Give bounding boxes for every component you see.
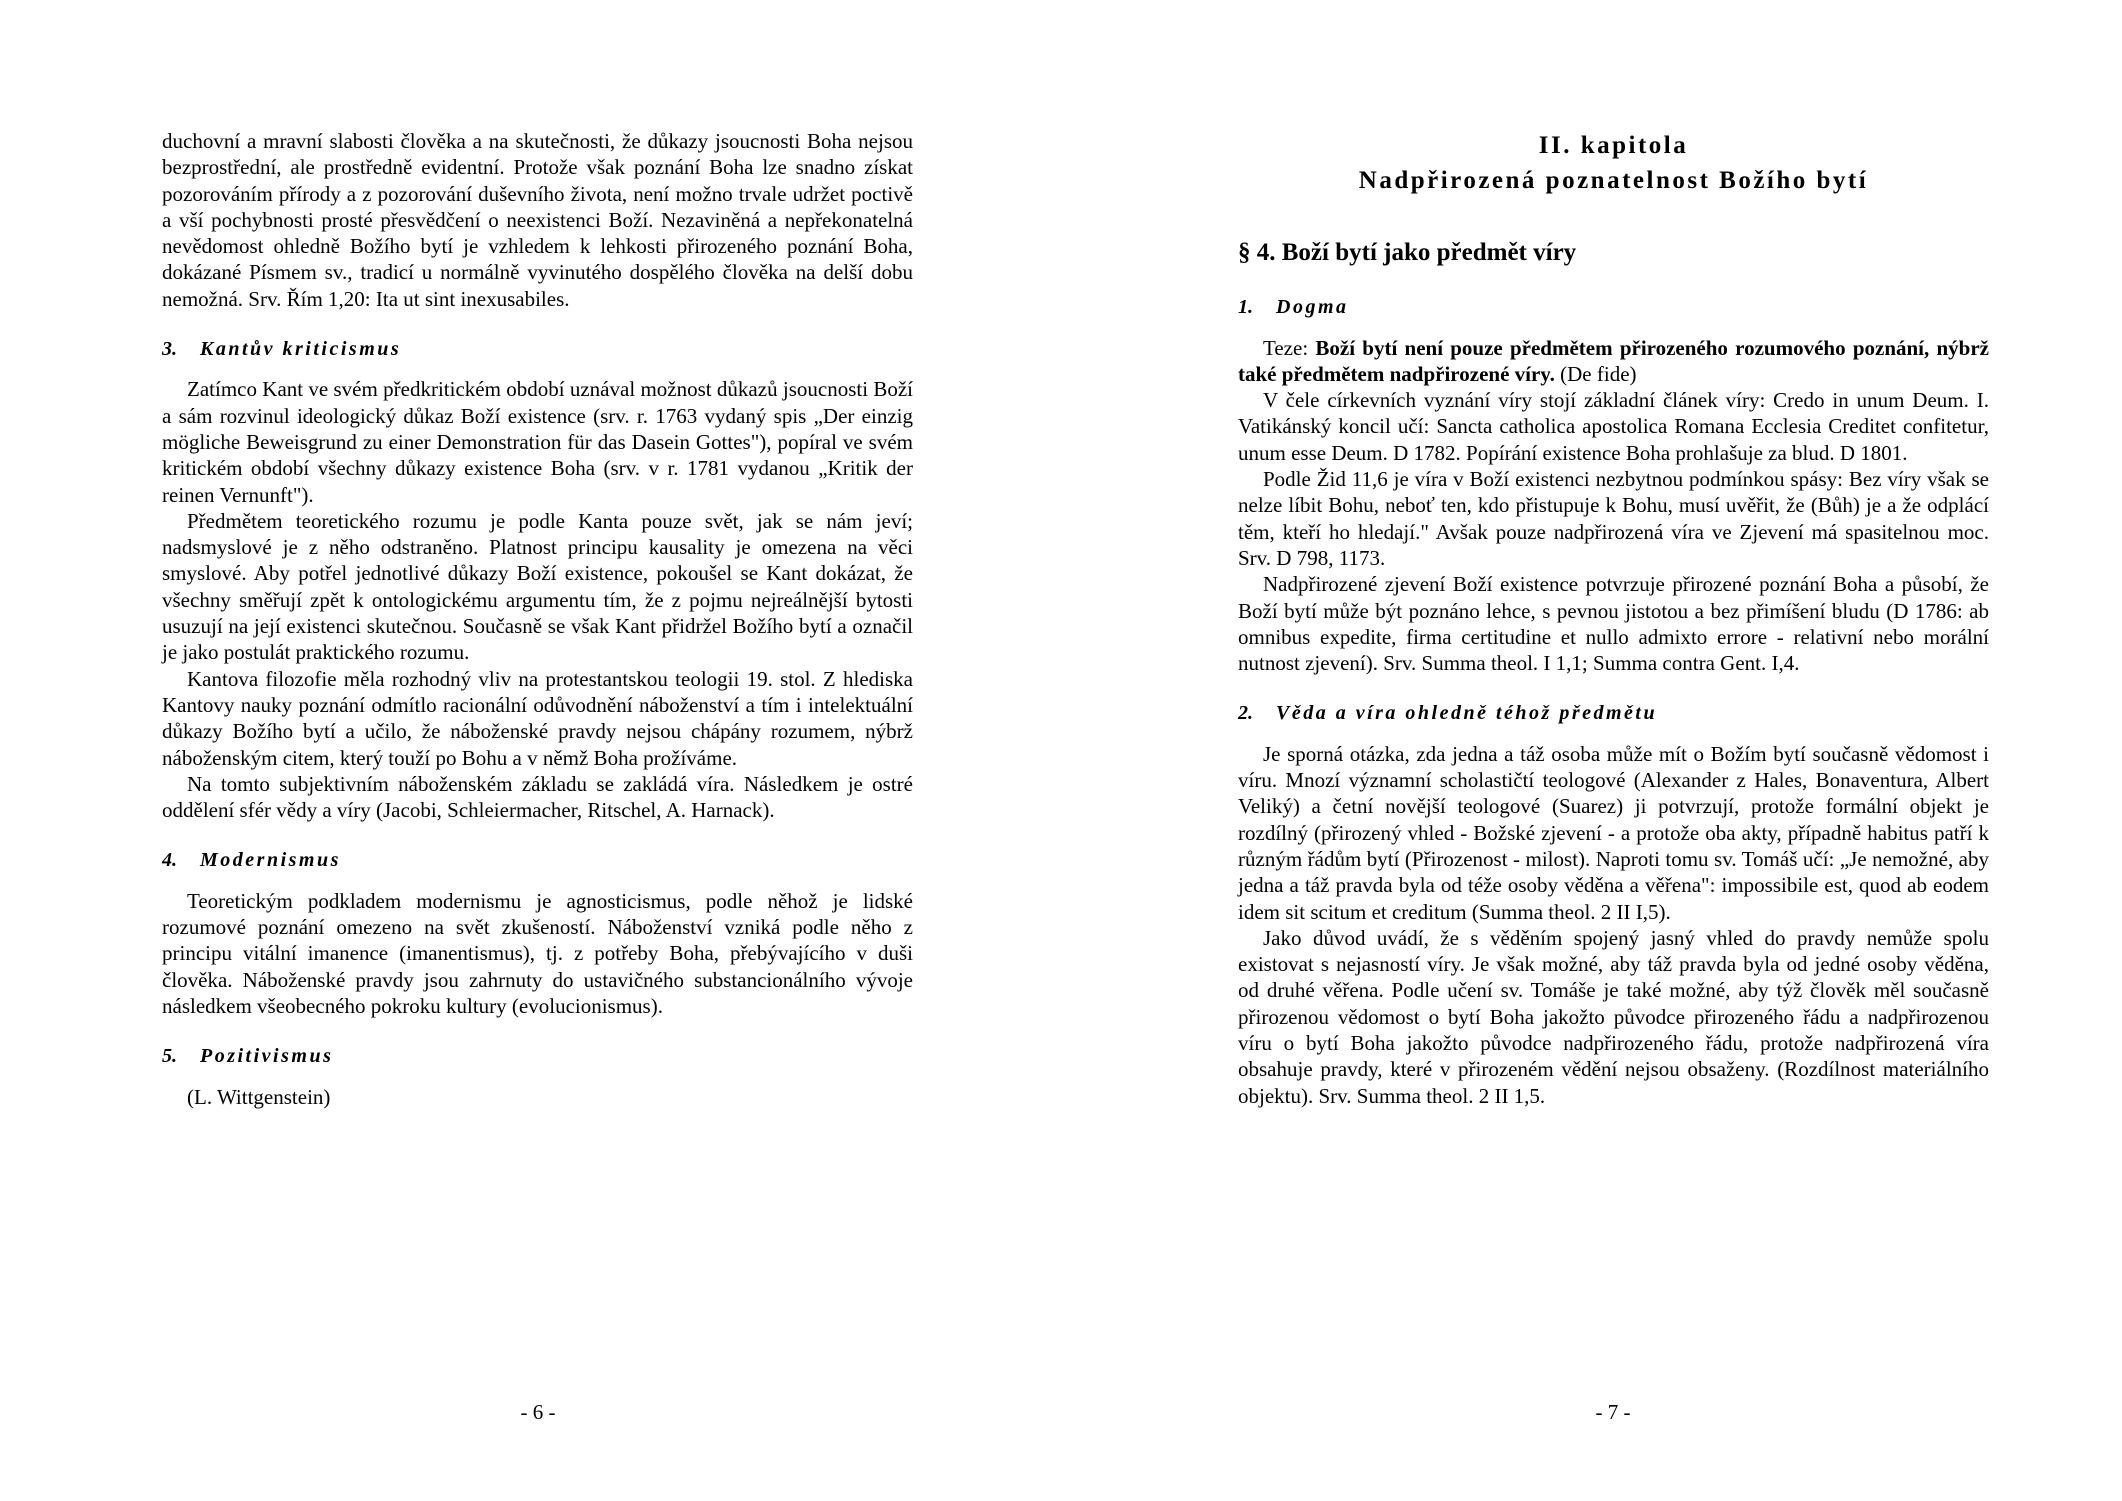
section-title: Dogma	[1276, 296, 1349, 319]
thesis-statement: Boží bytí není pouze předmětem přirozeného rozumového poznání, nýbrž také předmětem nadpřirozené víry.	[1238, 335, 1989, 386]
body-paragraph: Kantova filozofie měla rozhodný vliv na protestantskou teologii 19. stol. Z hlediska Kantovy nauky poznání odmítlo racionální odůvodnění náboženství a tím i intelektuální důkazy Božího bytí a učilo, že náboženské pravdy nejsou chápány rozumem, nýbrž náboženským citem, který touží po Bohu a v němž Boha prožíváme.	[162, 666, 913, 770]
section-heading-modernismus	[162, 847, 913, 873]
intro-paragraph: duchovní a mravní slabosti člověka a na skutečnosti, že důkazy jsoucnosti Boha nejsou bezprostřední, ale prostředně evidentní. Protože však poznání Boha lze snadno získat pozorováním přírody a z pozorování duševního života, není možno trvale udržet poctivě a vší pochybnosti prosté přesvědčení o neexistenci Boží. Nezaviněná a nepřekonatelná nevědomost ohledně Božího bytí je vzhledem k lehkosti přirozeného poznání Boha, dokázané Písmem sv., tradicí u normálně vyvinutého dospělého člověka na delší dobu nemožná. Srv. Řím 1,20: Ita ut sint inexusabiles.	[162, 129, 913, 311]
section-number: 1.	[1238, 296, 1253, 319]
section-heading-dogma	[1238, 294, 1989, 320]
page-number-right: - 7 -	[1595, 1400, 1631, 1424]
thesis-note: (De fide)	[1554, 361, 1637, 386]
section-number: 4.	[162, 849, 177, 872]
body-paragraph: Na tomto subjektivním náboženském základu se zakládá víra. Následkem je ostré oddělení sfér vědy a víry (Jacobi, Schleiermacher, Ritschel, A. Harnack).	[162, 771, 913, 823]
section-title: Pozitivismus	[200, 1045, 334, 1068]
page-number-left: - 6 -	[520, 1400, 556, 1424]
right-text-column	[1238, 128, 1989, 1109]
body-paragraph: (L. Wittgenstein)	[187, 1084, 331, 1109]
chapter-title	[1238, 128, 1989, 198]
chapter-name: Nadpřirozená poznatelnost Božího bytí	[1358, 167, 1869, 194]
left-text-column	[162, 128, 913, 1110]
right-page	[1061, 0, 2122, 1501]
thesis-paragraph	[1238, 335, 1989, 388]
section-title: Modernismus	[200, 849, 341, 872]
section-number: 2.	[1238, 702, 1253, 725]
chapter-number: II. kapitola	[1538, 132, 1689, 159]
section-number: 5.	[162, 1045, 177, 1068]
section-title: Věda a víra ohledně téhož předmětu	[1276, 702, 1658, 725]
section-heading-veda-a-vira	[1238, 700, 1989, 726]
body-paragraph: Nadpřirozené zjevení Boží existence potvrzuje přirozené poznání Boha a působí, že Boží bytí může být poznáno lehce, s pevnou jistotou a bez přimíšení bludu (D 1786: ab omnibus expedite, firma certitudine et nullo admixto errore - relativní nebo morální nutnost zjevení). Srv. Summa theol. I 1,1; Summa contra Gent. I,4.	[1238, 572, 1989, 676]
section-heading-kant	[162, 336, 913, 362]
body-paragraph: Zatímco Kant ve svém předkritickém období uznával možnost důkazů jsoucnosti Boží a sám rozvinul ideologický důkaz Boží existence (srv. r. 1763 vydaný spis „Der einzig mögliche Beweisgrund zu einer Demonstration für das Dasein Gottes"), popíral ve svém kritickém období všechny důkazy existence Boha (srv. v r. 1781 vydanou „Kritik der reinen Vernunft").	[162, 377, 913, 507]
section-title: Kantův kriticismus	[200, 338, 402, 361]
body-paragraph: Jako důvod uvádí, že s věděním spojený jasný vhled do pravdy nemůže spolu existovat s nejasností víry. Je však možné, aby táž pravda byla od jedné osoby věděna, od druhé věřena. Podle učení sv. Tomáše je také možné, aby týž člověk měl současně přirozenou vědomost o bytí Boha jakožto původce přirozeného řádu a nadpřirozenou víru o bytí Boha jakožto původce nadpřirozeného řádu, protože nadpřirozená víra obsahuje pravdy, které v přirozeném vědění nejsou obsaženy. (Rozdílnost materiálního objektu). Srv. Summa theol. 2 II 1,5.	[1238, 925, 1989, 1108]
body-paragraph: Podle Žid 11,6 je víra v Boží existenci nezbytnou podmínkou spásy: Bez víry však se nelze líbit Bohu, neboť ten, kdo přistupuje k Bohu, musí uvěřit, že (Bůh) je a že odplácí těm, kteří ho hledají." Avšak pouze nadpřirozená víra ve Zjevení má spasitelnou moc. Srv. D 798, 1173.	[1238, 467, 1989, 570]
body-paragraph: V čele církevních vyznání víry stojí základní článek víry: Credo in unum Deum. I. Vatikánský koncil učí: Sancta catholica apostolica Romana Ecclesia Creditet confitetur, unum esse Deum. D 1782. Popírání existence Boha prohlašuje za blud. D 1801.	[1238, 388, 1989, 465]
body-paragraph: Teoretickým podkladem modernismu je agnosticismus, podle něhož je lidské rozumové poznání omezeno na svět zkušeností. Náboženství vzniká podle něho z principu vitální imanence (imanentismus), tj. z potřeby Boha, přebývajícího v duši člověka. Náboženské pravdy jsou zahrnuty do ustavičného substancionálního vývoje následkem všeobecného pokroku kultury (evolucionismus).	[162, 888, 913, 1018]
paragraph-heading: § 4. Boží bytí jako předmět víry	[1238, 239, 1577, 266]
thesis-prefix: Teze:	[1263, 335, 1316, 360]
body-paragraph: Předmětem teoretického rozumu je podle Kanta pouze svět, jak se nám jeví; nadsmyslové je z něho odstraněno. Platnost principu kausality je omezena na věci smyslové. Aby potřel jednotlivé důkazy Boží existence, pokoušel se Kant dokázat, že všechny směřují zpět k ontologickému argumentu tím, že z pojmu nejreálnější bytosti usuzují na její existenci skutečnou. Současně se však Kant přidržel Božího bytí a označil je jako postulát praktického rozumu.	[162, 508, 913, 665]
body-paragraph: Je sporná otázka, zda jedna a táž osoba může mít o Božím bytí současně vědomost i víru. Mnozí významní scholastičtí teologové (Alexander z Hales, Bonaventura, Albert Veliký) a četní novější teologové (Suarez) ji potvrzují, protože formální objekt je rozdílný (přirozený vhled - Božské zjevení - a protože oba akty, případně habitus patří k různým řádům bytí (Přirozenost - milost). Naproti tomu sv. Tomáš učí: „Je nemožné, aby jedna a táž pravda byla od téže osoby věděna a věřena": impossibile est, quod ab eodem idem sit scitum et creditum (Summa theol. 2 II I,5).	[1238, 741, 1989, 924]
section-heading-pozitivismus	[162, 1043, 913, 1069]
section-number: 3.	[162, 338, 177, 361]
